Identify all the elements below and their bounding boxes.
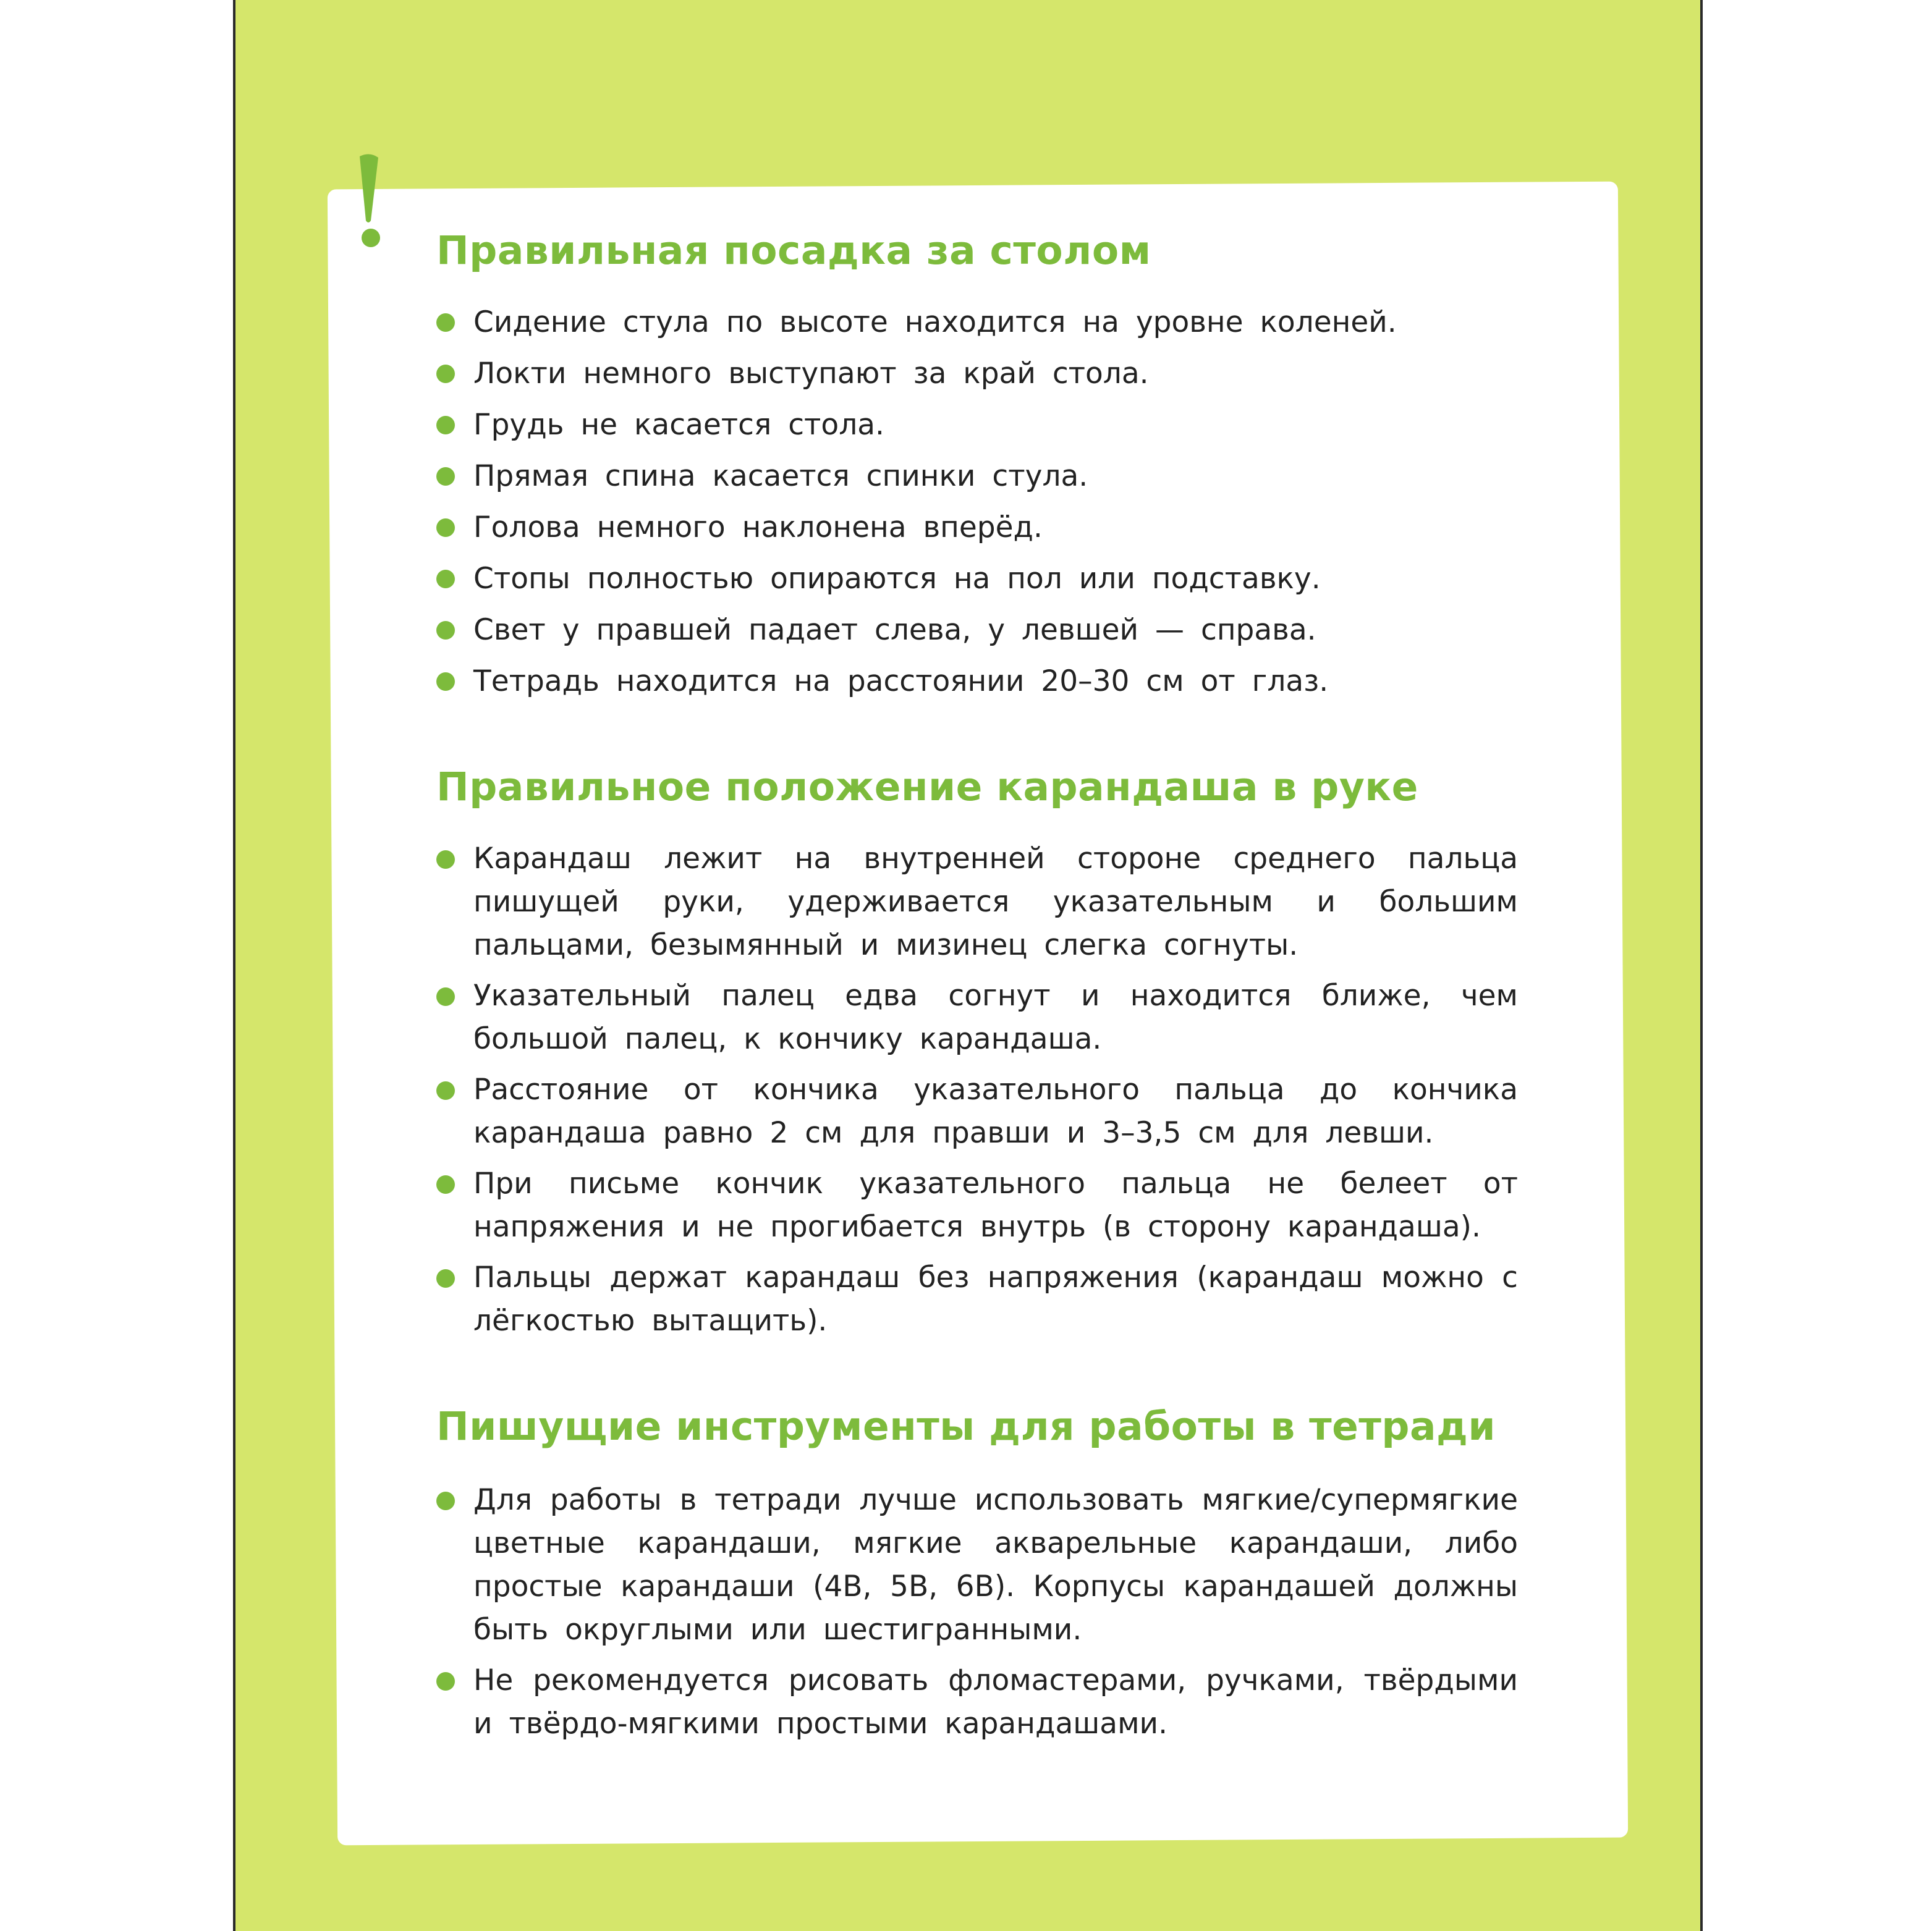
list-item: Не рекомендуется рисовать фломастерами, ручками, твёрдыми и твёрдо-мягкими простыми карандашами. bbox=[436, 1659, 1518, 1746]
section-title-pencil-grip: Правильное положение карандаша в руке bbox=[436, 764, 1418, 809]
list-pencil-grip bbox=[436, 837, 1518, 1343]
list-item: Расстояние от кончика указательного пальца до кончика карандаша равно 2 см для правши и 3–3,5 см для левши. bbox=[436, 1068, 1518, 1155]
list-item: Указательный палец едва согнут и находится ближе, чем большой палец, к кончику карандаша. bbox=[436, 974, 1518, 1061]
section-title-sitting: Правильная посадка за столом bbox=[436, 228, 1151, 273]
list-item: Для работы в тетради лучше использовать мягкие/супермягкие цветные карандаши, мягкие акварельные карандаши, либо простые карандаши (4B, 5B, 6B). Корпусы карандашей должны быть округлыми или шестигранными. bbox=[436, 1479, 1518, 1652]
list-item: Карандаш лежит на внутренней стороне среднего пальца пишущей руки, удерживается указательным и большим пальцами, безымянный и мизинец слегка согнуты. bbox=[436, 837, 1518, 967]
list-item: Локти немного выступают за край стола. bbox=[436, 348, 1518, 399]
list-sitting bbox=[436, 297, 1518, 707]
list-writing-tools bbox=[436, 1479, 1518, 1746]
content bbox=[436, 227, 1518, 1753]
exclamation-icon bbox=[351, 151, 388, 250]
section-title-writing-tools: Пишущие инструменты для работы в тетради bbox=[436, 1404, 1496, 1450]
list-item: При письме кончик указательного пальца не белеет от напряжения и не прогибается внутрь (в сторону карандаша). bbox=[436, 1162, 1518, 1249]
list-item: Тетрадь находится на расстоянии 20–30 см от глаз. bbox=[436, 656, 1518, 707]
list-item: Грудь не касается стола. bbox=[436, 399, 1518, 450]
list-item: Прямая спина касается спинки стула. bbox=[436, 450, 1518, 502]
list-item: Свет у правшей падает слева, у левшей — справа. bbox=[436, 604, 1518, 656]
list-item: Сидение стула по высоте находится на уровне коленей. bbox=[436, 297, 1518, 348]
list-item: Пальцы держат карандаш без напряжения (карандаш можно с лёгкостью вытащить). bbox=[436, 1256, 1518, 1343]
list-item: Голова немного наклонена вперёд. bbox=[436, 502, 1518, 553]
list-item: Стопы полностью опираются на пол или подставку. bbox=[436, 553, 1518, 604]
